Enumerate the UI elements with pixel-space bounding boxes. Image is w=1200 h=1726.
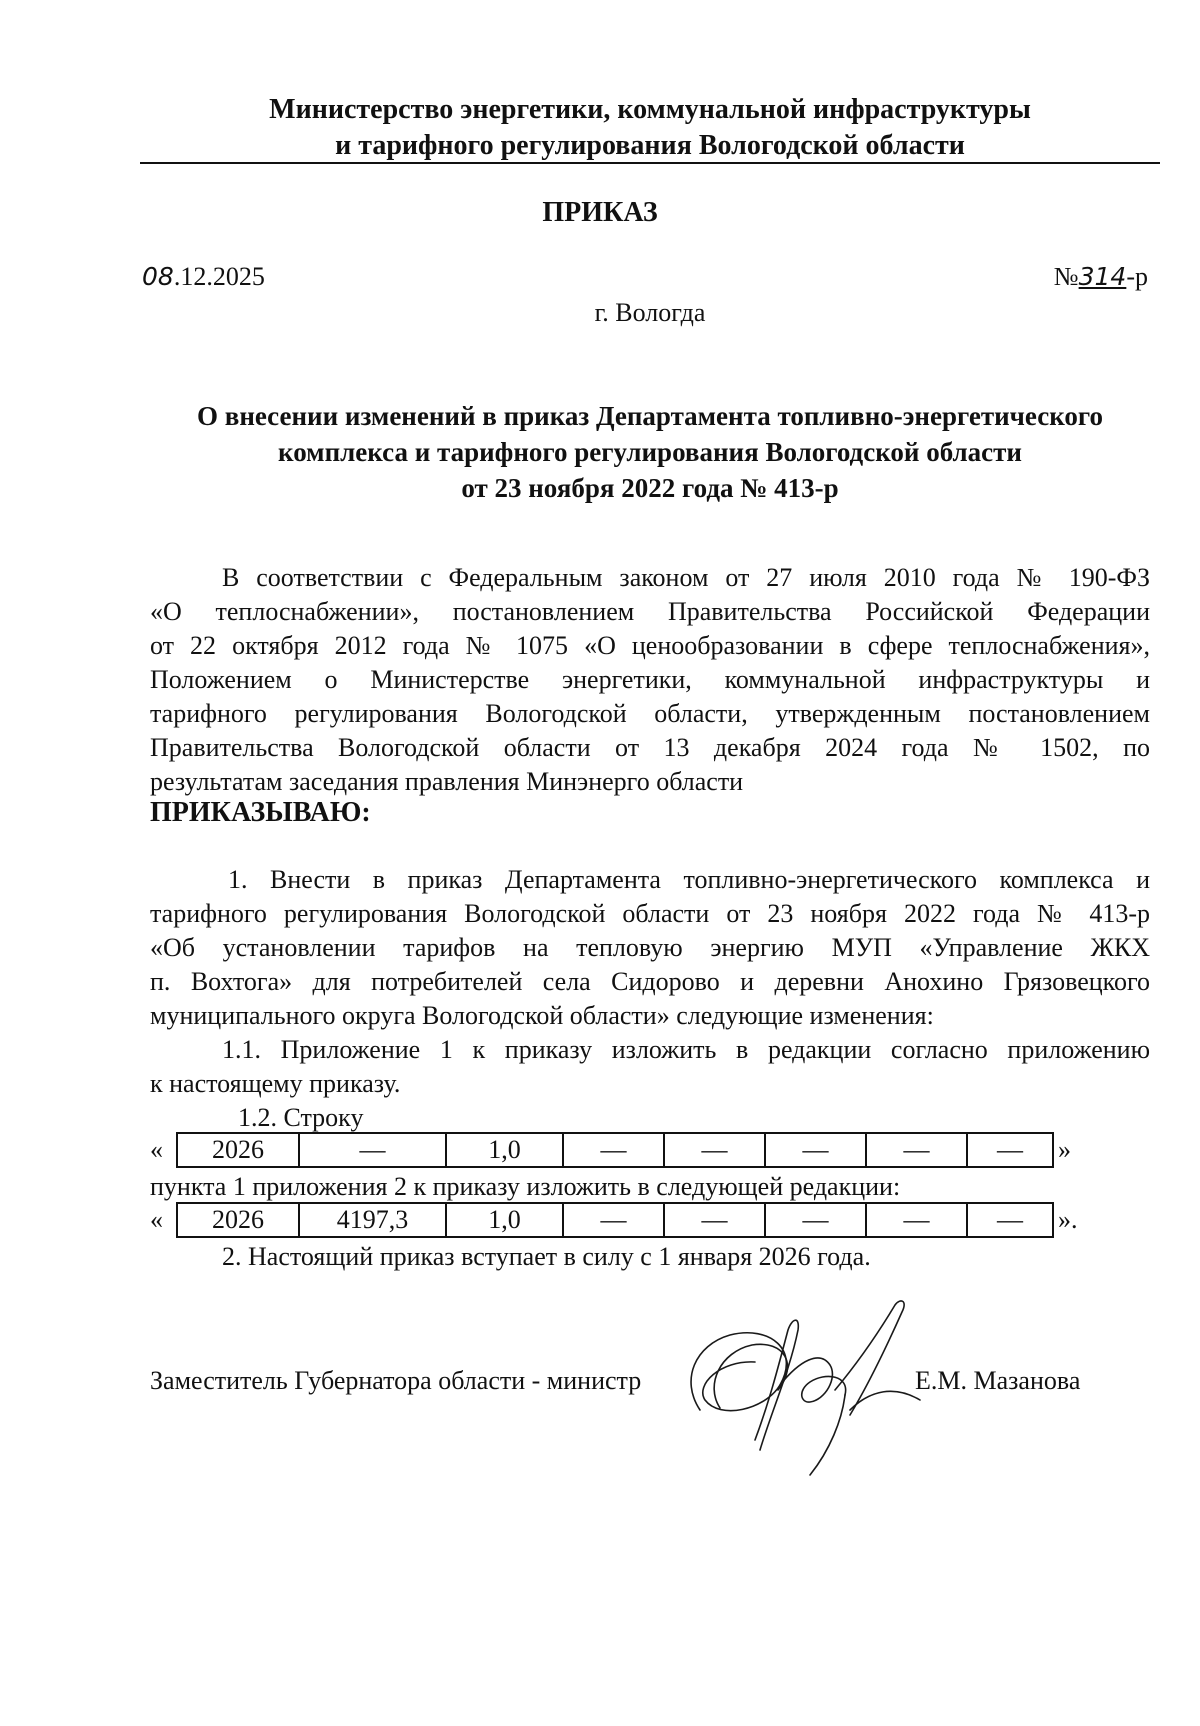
city: г. Вологда — [594, 298, 706, 327]
signatory-name: Е.М. Мазанова — [915, 1366, 1081, 1395]
old-row-cell: — — [866, 1133, 967, 1167]
preamble-line: Правительства Вологодской области от 13 декабря 2024 года № 1502, по — [150, 733, 1150, 762]
item2-text: 2. Настоящий приказ вступает в силу с 1 января 2026 года. — [222, 1242, 871, 1271]
old-row-cell: 1,0 — [446, 1133, 563, 1167]
old-row-cell: — — [664, 1133, 765, 1167]
preamble-line: В соответствии с Федеральным законом от 27 июля 2010 года № 190-ФЗ — [222, 563, 1150, 592]
new-row-cell: — — [765, 1203, 866, 1237]
old-row-cell: — — [967, 1133, 1053, 1167]
new-row-open-quote: « — [150, 1205, 163, 1234]
title-line-2: комплекса и тарифного регулирования Вологодской области — [278, 437, 1022, 467]
order-title — [140, 398, 1160, 506]
new-row-cell: — — [664, 1203, 765, 1237]
old-row-cell: — — [765, 1133, 866, 1167]
item1-line: «Об установлении тарифов на тепловую энергию МУП «Управление ЖКХ — [150, 933, 1150, 962]
new-row-cell-value: 4197,3 — [299, 1203, 446, 1237]
old-row-table — [176, 1132, 1054, 1168]
between-rows-text: пункта 1 приложения 2 к приказу изложить в следующей редакции: — [150, 1172, 901, 1201]
date-rest: .12.2025 — [173, 262, 265, 291]
document-type: ПРИКАЗ — [542, 197, 658, 228]
old-row-cell: — — [563, 1133, 664, 1167]
number-suffix: -р — [1126, 262, 1148, 291]
new-row-table — [176, 1202, 1054, 1238]
signatory-position: Заместитель Губернатора области - министр — [150, 1366, 642, 1395]
old-row-cell: — — [299, 1133, 446, 1167]
item1-line: тарифного регулирования Вологодской области от 23 ноября 2022 года № 413-р — [150, 899, 1150, 928]
old-row-open-quote: « — [150, 1135, 163, 1164]
new-table-row — [150, 1202, 1150, 1238]
new-row-cell-year: 2026 — [177, 1203, 299, 1237]
item1-line: 1. Внести в приказ Департамента топливно-энергетического комплекса и — [228, 865, 1150, 894]
ministry-line-2: и тарифного регулирования Вологодской области — [335, 130, 965, 161]
old-table-row — [150, 1132, 1150, 1168]
item1-2-label: 1.2. Строку — [238, 1103, 364, 1132]
old-row-close-quote: » — [1058, 1135, 1071, 1164]
preamble-line: «О теплоснабжении», постановлением Правительства Российской Федерации — [150, 597, 1150, 626]
title-line-3: от 23 ноября 2022 года № 413-р — [461, 473, 839, 503]
item1-line: п. Вохтога» для потребителей села Сидорово и деревни Анохино Грязовецкого — [150, 967, 1150, 996]
item1-1-line: к настоящему приказу. — [150, 1069, 401, 1098]
number-handwritten: 314 — [1078, 262, 1127, 291]
preamble-line: результатам заседания правления Минэнерго области — [150, 767, 744, 796]
new-row-cell: — — [563, 1203, 664, 1237]
header-rule — [140, 162, 1160, 164]
order-date — [142, 262, 265, 292]
title-line-1: О внесении изменений в приказ Департамента топливно-энергетического — [196, 401, 1103, 431]
new-row-cell: — — [967, 1203, 1053, 1237]
preamble-line: от 22 октября 2012 года № 1075 «О ценообразовании в сфере теплоснабжения», — [150, 631, 1150, 660]
new-row-cell: — — [866, 1203, 967, 1237]
ministry-line-1: Министерство энергетики, коммунальной инфраструктуры — [269, 94, 1031, 125]
preamble-line: тарифного регулирования Вологодской области, утвержденным постановлением — [150, 699, 1150, 728]
order-word: ПРИКАЗЫВАЮ: — [150, 797, 371, 828]
order-number — [1054, 262, 1148, 292]
new-row-cell: 1,0 — [446, 1203, 563, 1237]
number-prefix: № — [1053, 262, 1079, 291]
old-row-cell-year: 2026 — [177, 1133, 299, 1167]
new-row-close-quote: ». — [1058, 1205, 1078, 1234]
preamble-line: Положением о Министерстве энергетики, коммунальной инфраструктуры и — [150, 665, 1150, 694]
item1-1-line: 1.1. Приложение 1 к приказу изложить в редакции согласно приложению — [222, 1035, 1150, 1064]
item1-line: муниципального округа Вологодской области» следующие изменения: — [150, 1001, 934, 1030]
date-handwritten-day: 08 — [142, 262, 174, 291]
ministry-header — [140, 92, 1160, 164]
